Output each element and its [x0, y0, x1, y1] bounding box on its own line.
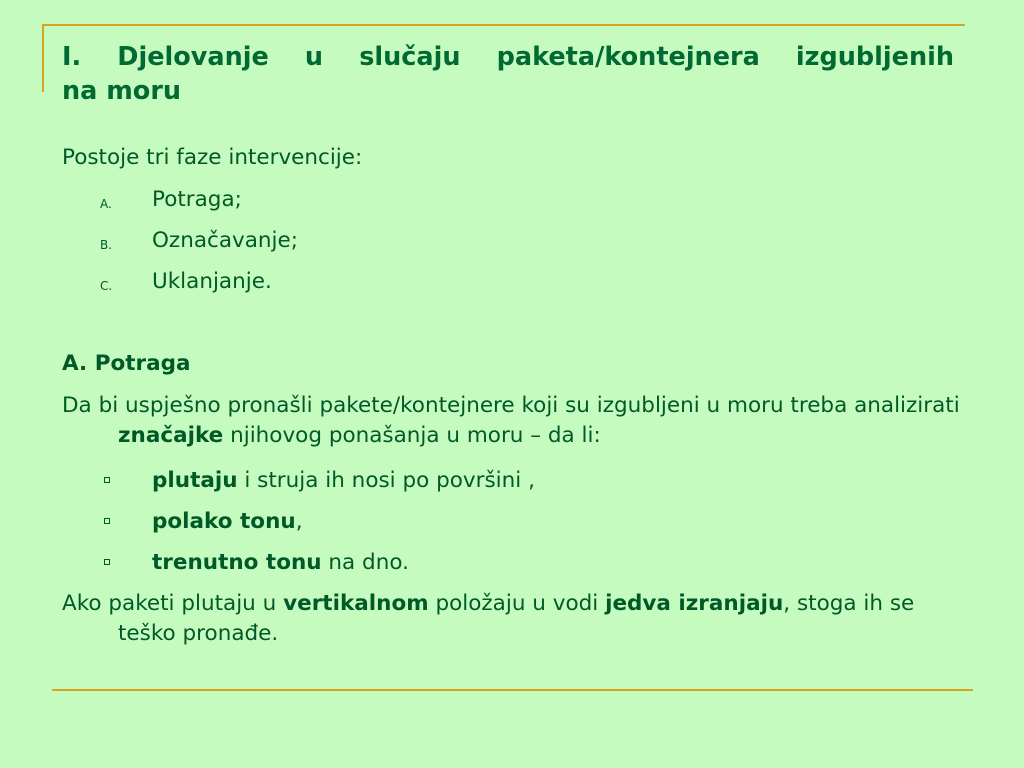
paragraph-text: položaju u vodi: [428, 591, 606, 616]
section-heading: A. Potraga: [62, 351, 191, 376]
behavior-rest: na dno.: [321, 550, 409, 575]
intro-text: Postoje tri faze intervencije:: [62, 145, 363, 170]
paragraph-bold: vertikalnom: [283, 591, 429, 616]
phase-marker: A.: [100, 197, 112, 211]
behavior-text: [152, 507, 303, 537]
phase-label: Označavanje;: [152, 228, 298, 253]
behavior-text: [152, 548, 409, 578]
bottom-rule: [52, 689, 973, 691]
square-bullet-icon: [104, 518, 110, 524]
paragraph-bold: jedva izranjaju: [605, 591, 784, 616]
square-bullet-icon: [104, 477, 110, 483]
title-line-2: na moru: [62, 76, 182, 106]
paragraph-bold: značajke: [118, 423, 224, 448]
left-rule: [42, 24, 44, 92]
top-rule: [42, 24, 965, 26]
paragraph-text: , stoga ih se teško pronađe.: [118, 591, 915, 646]
phase-label: Potraga;: [152, 187, 242, 212]
behavior-bold: polako tonu: [152, 509, 296, 534]
title-line-1: I. Djelovanje u slučaju paketa/kontejnera izgubljenih: [62, 42, 954, 72]
behavior-text: [152, 466, 535, 496]
behavior-rest: i struja ih nosi po površini ,: [237, 468, 535, 493]
square-bullet-icon: [104, 559, 110, 565]
paragraph-text: Ako paketi plutaju u: [62, 591, 284, 616]
behavior-rest: ,: [295, 509, 303, 534]
phase-label: Uklanjanje.: [152, 269, 272, 294]
phase-marker: B.: [100, 238, 113, 252]
paragraph-text: njihovog ponašanja u moru – da li:: [223, 423, 601, 448]
slide-title: [62, 40, 954, 108]
behavior-bold: plutaju: [152, 468, 238, 493]
paragraph-characteristics: [62, 391, 962, 451]
paragraph-vertical: [62, 589, 962, 649]
phase-marker: C.: [100, 279, 113, 293]
paragraph-text: Da bi uspješno pronašli pakete/kontejnere koji su izgubljeni u moru treba analizirati: [62, 393, 960, 418]
behavior-bold: trenutno tonu: [152, 550, 322, 575]
